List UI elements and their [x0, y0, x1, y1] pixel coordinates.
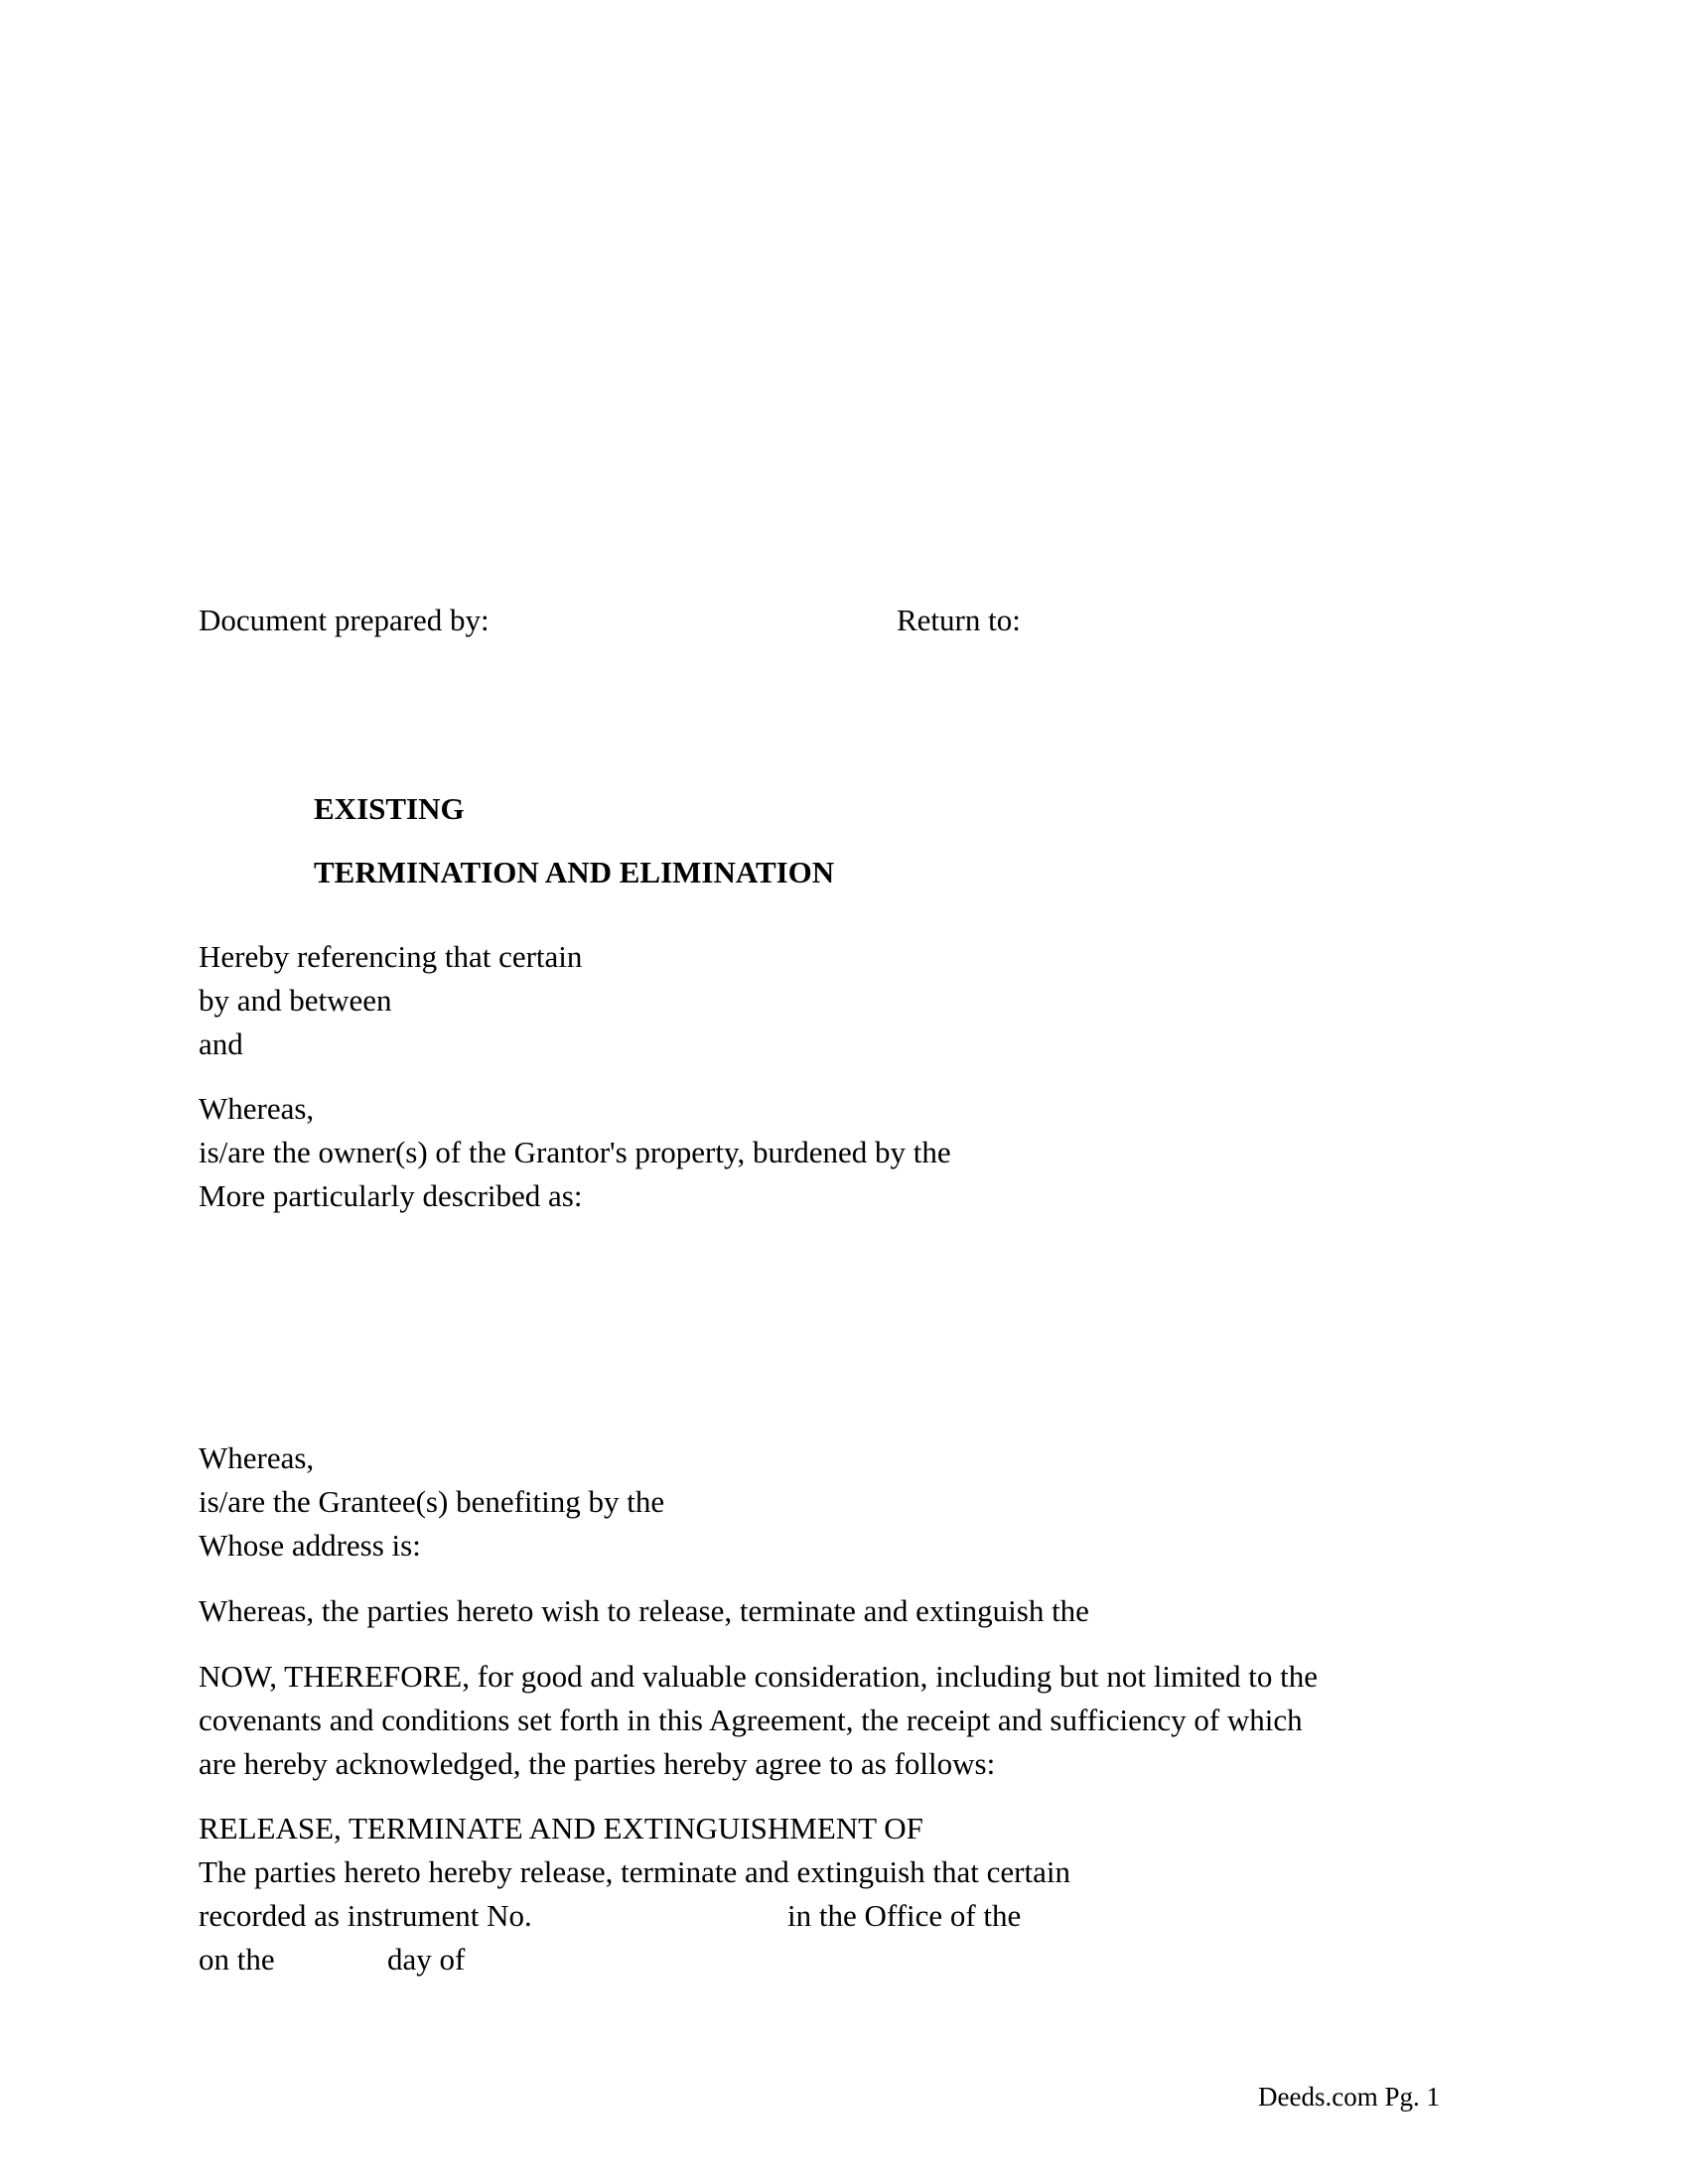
- office-label: in the Office of the: [787, 1898, 1022, 1933]
- whereas-grantee-line-1: Whereas,: [199, 1440, 315, 1475]
- whereas-owner-line-2: is/are the owner(s) of the Grantor's property, burdened by the: [199, 1135, 951, 1169]
- now-therefore-line-1: NOW, THEREFORE, for good and valuable consideration, including but not limited to the: [199, 1659, 1319, 1694]
- recorded-instrument-label: recorded as instrument No.: [199, 1898, 532, 1933]
- reference-line-2: by and between: [199, 983, 392, 1018]
- title-line-1: EXISTING: [314, 791, 465, 826]
- reference-line-1: Hereby referencing that certain: [199, 939, 583, 974]
- title-line-2: TERMINATION AND ELIMINATION: [314, 855, 835, 889]
- return-to-label: Return to:: [897, 603, 1021, 637]
- now-therefore-line-3: are hereby acknowledged, the parties hereby agree to as follows:: [199, 1746, 996, 1781]
- whereas-owner-line-3: More particularly described as:: [199, 1178, 583, 1213]
- whereas-grantee-line-2: is/are the Grantee(s) benefiting by the: [199, 1484, 665, 1519]
- day-of-label: day of: [387, 1942, 466, 1977]
- prepared-by-label: Document prepared by:: [199, 603, 490, 637]
- on-the-label: on the: [199, 1942, 275, 1977]
- release-heading: RELEASE, TERMINATE AND EXTINGUISHMENT OF: [199, 1811, 923, 1845]
- page-footer: Deeds.com Pg. 1: [1258, 2082, 1440, 2112]
- whereas-grantee-line-3: Whose address is:: [199, 1528, 421, 1563]
- whereas-owner-line-1: Whereas,: [199, 1091, 315, 1126]
- release-line-1: The parties hereto hereby release, terminate and extinguish that certain: [199, 1854, 1070, 1889]
- reference-line-3: and: [199, 1026, 243, 1061]
- now-therefore-line-2: covenants and conditions set forth in this Agreement, the receipt and sufficiency of which: [199, 1703, 1303, 1737]
- whereas-release-line-1: Whereas, the parties hereto wish to release, terminate and extinguish the: [199, 1593, 1089, 1628]
